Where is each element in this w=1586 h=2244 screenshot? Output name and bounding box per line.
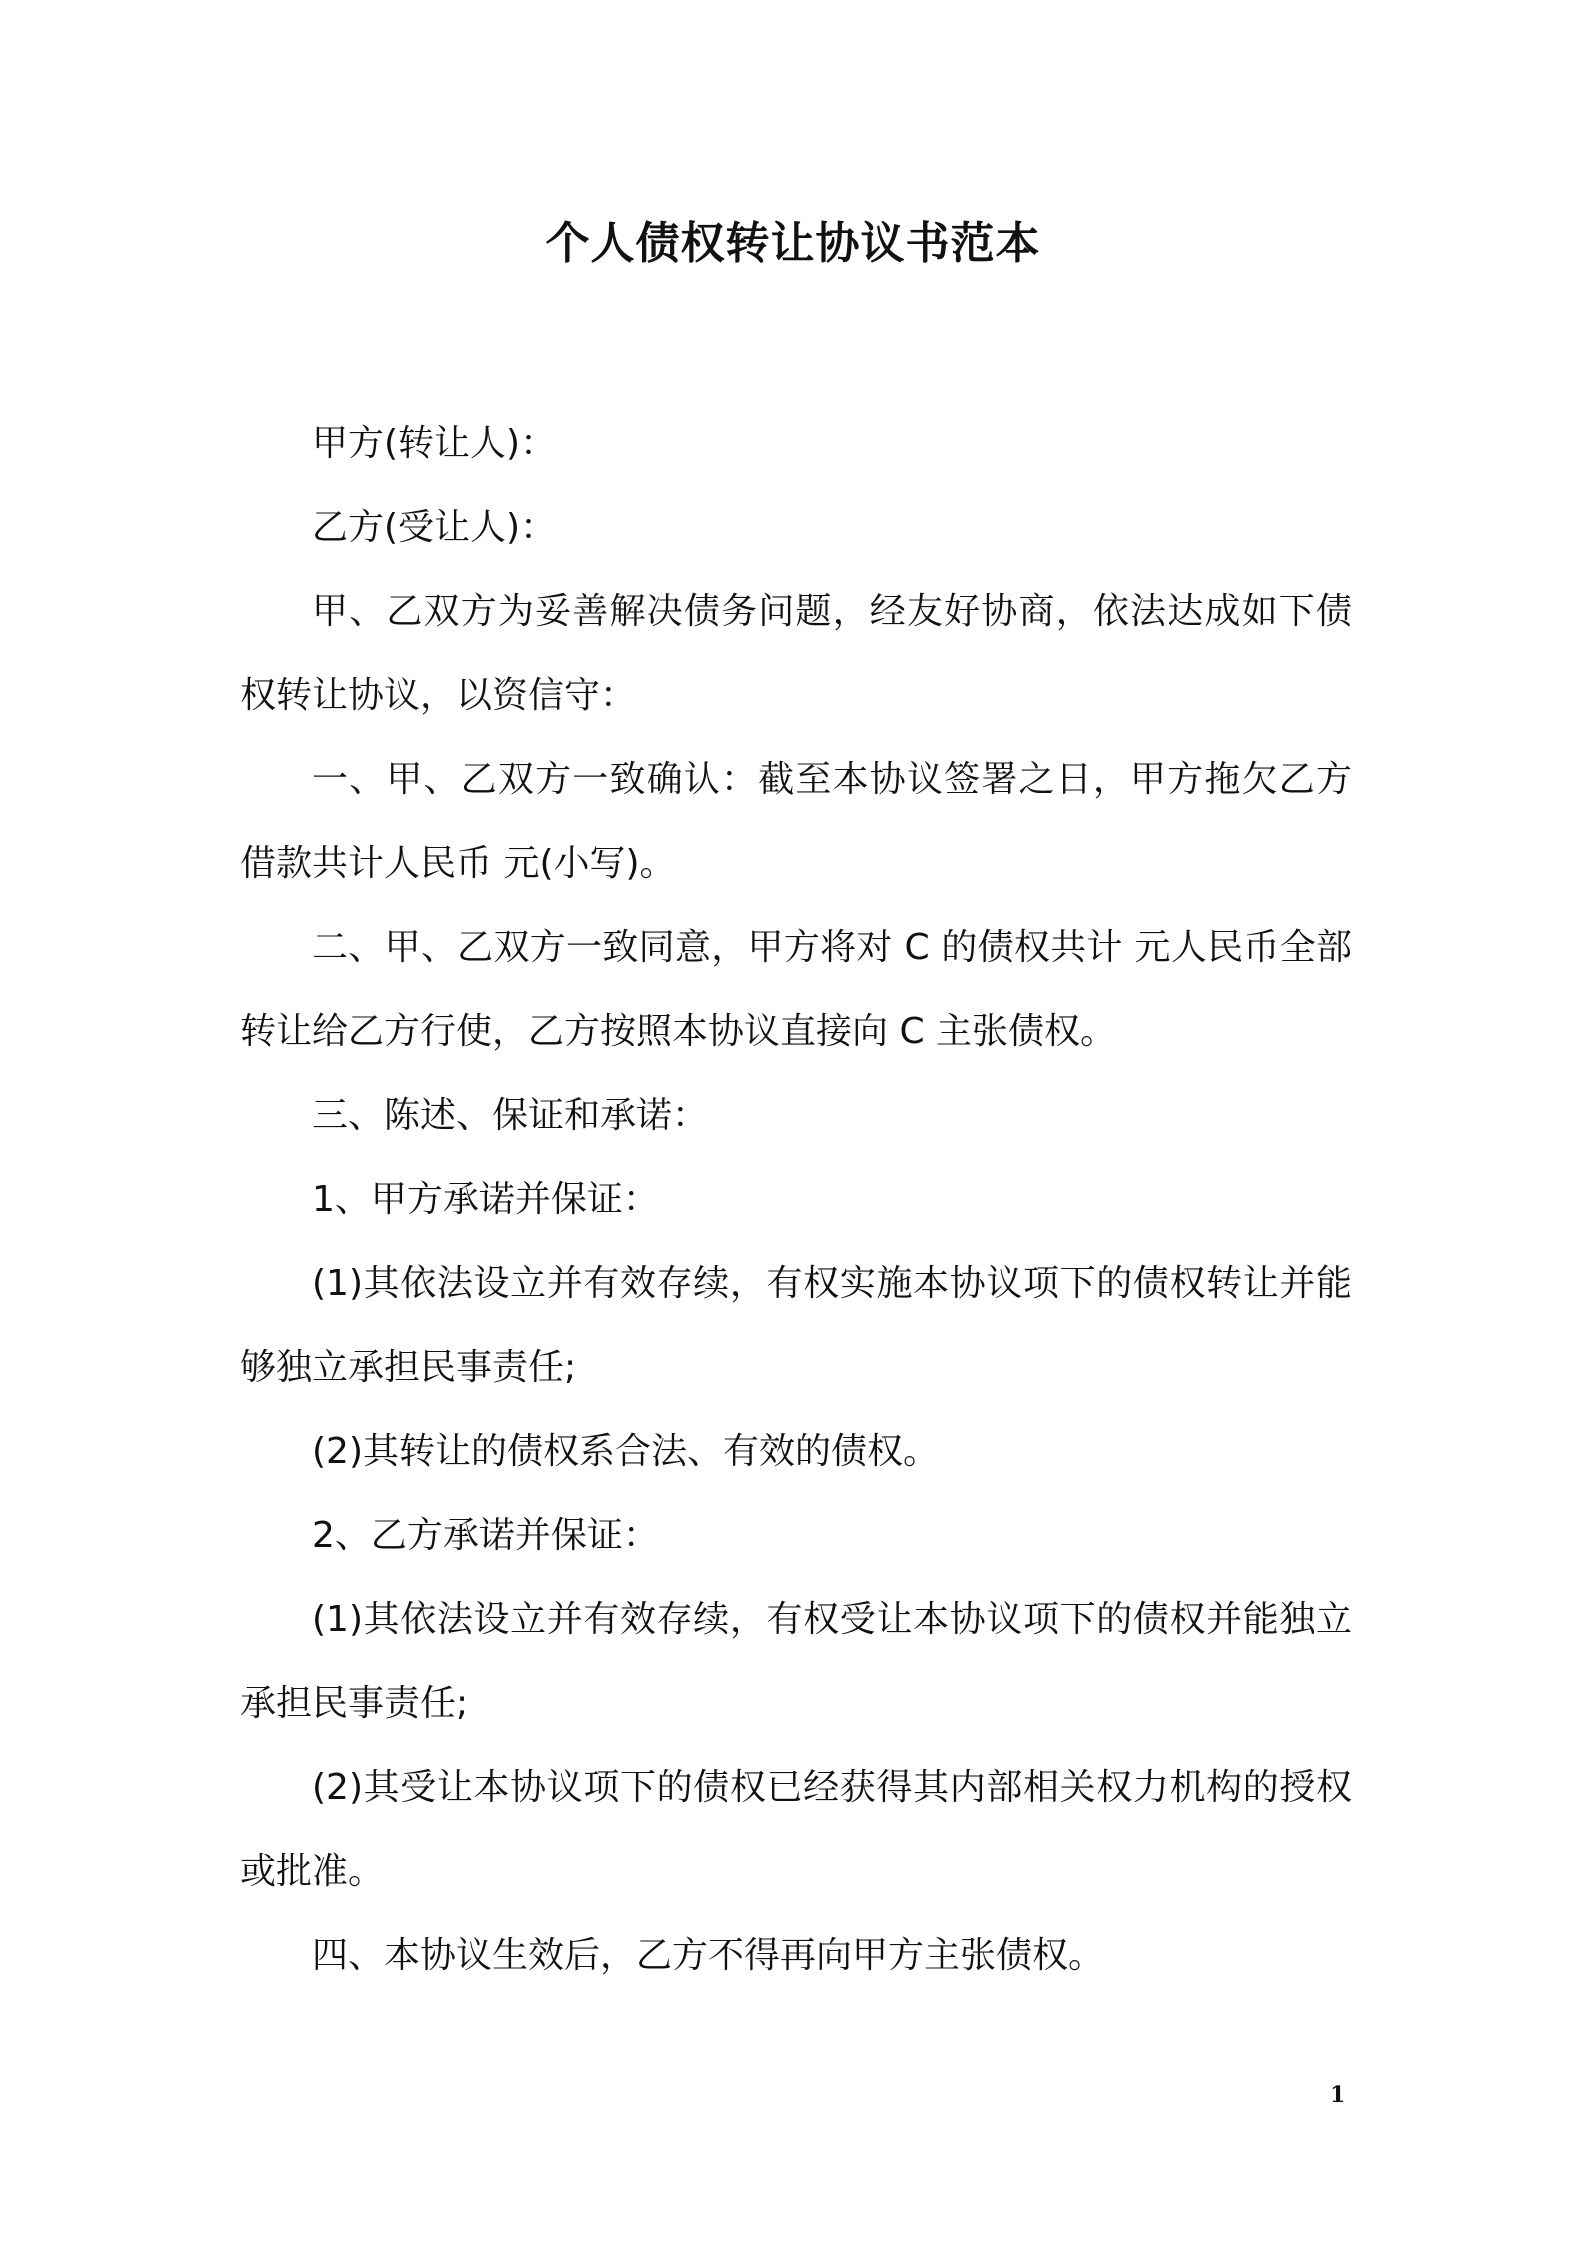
document-body [240, 402, 1352, 1998]
clause-1-paragraph: 一、甲、乙双方一致确认：截至本协议签署之日，甲方拖欠乙方借款共计人民币 元(小写)。 [240, 759, 1352, 884]
party-a-line: 甲方(转让人)： [312, 423, 557, 464]
clause-3-2-item-2: (2)其受让本协议项下的债权已经获得其内部相关权力机构的授权或批准。 [240, 1767, 1352, 1892]
clause-3-heading: 三、陈述、保证和承诺： [312, 1095, 709, 1136]
document-title: 个人债权转让协议书范本 [545, 218, 1041, 269]
clause-3-2-item-1: (1)其依法设立并有效存续，有权受让本协议项下的债权并能独立承担民事责任; [240, 1599, 1352, 1724]
clause-3-1-item-2: (2)其转让的债权系合法、有效的债权。 [312, 1431, 939, 1472]
clause-3-1-heading: 1、甲方承诺并保证： [312, 1179, 659, 1220]
page-number: 1 [1330, 2082, 1346, 2108]
clause-4-paragraph: 四、本协议生效后，乙方不得再向甲方主张债权。 [312, 1935, 1105, 1976]
clause-3-2-heading: 2、乙方承诺并保证： [312, 1515, 659, 1556]
party-b-line: 乙方(受让人)： [312, 507, 557, 548]
clause-2-paragraph: 二、甲、乙双方一致同意，甲方将对 C 的债权共计 元人民币全部转让给乙方行使，乙方按照本协议直接向 C 主张债权。 [240, 927, 1352, 1052]
clause-3-1-item-1: (1)其依法设立并有效存续，有权实施本协议项下的债权转让并能够独立承担民事责任; [240, 1263, 1352, 1388]
preamble-paragraph: 甲、乙双方为妥善解决债务问题，经友好协商，依法达成如下债权转让协议，以资信守： [240, 591, 1352, 716]
